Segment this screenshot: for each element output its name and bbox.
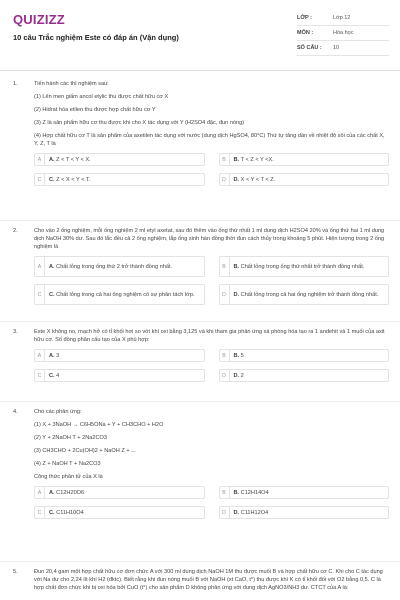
quizizz-logo: QUIZIZZ (13, 12, 65, 27)
question-divider (0, 561, 400, 562)
question-prompt: Cho các phản ứng: (34, 409, 82, 415)
answer-options (34, 486, 389, 519)
option-a[interactable]: A A. Z < T < Y < X. (34, 153, 205, 166)
answer-options (34, 153, 389, 186)
statement-3: (3) Z là sản phẩm hữu cơ thu được khi cho X tác dụng với Y (H2SO4 đặc, đun nóng) (34, 120, 245, 126)
option-c[interactable]: C C. Z < X < Y < T. (34, 173, 205, 186)
question-prompt: Tiến hành các thí nghiệm sau: (34, 81, 109, 87)
meta-row-subject (297, 26, 389, 41)
question-number: 1. (13, 81, 18, 87)
question-number: 2. (13, 228, 18, 234)
question-divider (0, 401, 400, 402)
meta-label: MÔN : (297, 30, 314, 36)
meta-label: LỚP : (297, 15, 312, 21)
question-body (34, 227, 389, 305)
answer-options (34, 256, 389, 305)
reaction-1: (1) X + 3NaOH → C6H5ONa + Y + CH3CHO + H2O (34, 422, 164, 428)
option-a[interactable]: A A. 3 (34, 349, 205, 362)
option-c[interactable]: C C. 4 (34, 369, 205, 382)
option-b[interactable]: B B. T < Z < Y <X. (219, 153, 390, 166)
statement-4: (4) Hợp chất hữu cơ T là sản phẩm của axetilen tác dụng với nước (dung dịch HgSO4, 80°C) Thứ tự tăng dần về nhiệt độ sôi của các chất X, Y, Z, T là (34, 133, 385, 147)
meta-row-class (297, 11, 389, 26)
question-body (34, 408, 389, 519)
option-d[interactable]: D D. 2 (219, 369, 390, 382)
answer-options (34, 349, 389, 382)
page-title: 10 câu Trắc nghiệm Este có đáp án (Vận dụng) (13, 33, 179, 42)
reaction-2: (2) Y + 2NaOH T + 2Na2CO3 (34, 435, 107, 441)
question-divider (0, 321, 400, 322)
option-a[interactable]: A A. C12H20O6 (34, 486, 205, 499)
question-number: 4. (13, 409, 18, 415)
question-prompt: Cho vào 2 ống nghiệm, mỗi ống nghiệm 2 ml etyl axetat, sau đó thêm vào ống thứ nhất 1 ml dung dịch H2SO4 20% và ống thứ hai 1 ml dung dịch NaOH 30% dư. Sau đó lắc đều cả 2 ống nghiệm, lắp ống sinh hàn đồng thời đun cách thủy trong khoảng 5 phút. Hiện tượng trong 2 ống nghiệm là (34, 228, 385, 250)
question-body (34, 568, 389, 597)
option-d[interactable]: D D. X < Y < T < Z. (219, 173, 390, 186)
reaction-4: (4) Z + NaOH T + Na2CO3 (34, 461, 101, 467)
option-a[interactable]: A A. Chất lỏng trong ống thứ 2 trở thành đồng nhất. (34, 256, 205, 277)
question-number: 5. (13, 569, 18, 575)
reaction-3: (3) CH3CHO + 2Cu(OH)2 + NaOH Z + ... (34, 448, 136, 454)
question-body (34, 328, 389, 382)
option-d[interactable]: D D. C11H12O4 (219, 506, 390, 519)
meta-label: SỐ CÂU : (297, 45, 322, 51)
statement-1: (1) Lên men giấm ancol etylic thu được chất hữu cơ X (34, 94, 169, 100)
option-d[interactable]: D D. Chất lỏng trong cả hai ống nghiệm trở thành đồng nhất. (219, 284, 390, 305)
option-b[interactable]: B B. 5 (219, 349, 390, 362)
option-c[interactable]: C C. Chất lỏng trong cả hai ống nghiệm có sự phân tách lớp. (34, 284, 205, 305)
meta-value: Hóa học (333, 30, 354, 36)
question-prompt: Este X không no, mạch hở có tỉ khối hơi so với khí oxi bằng 3,125 và khi tham gia phản ứng xà phòng hóa tạo ra 1 andehit và 1 muối của axit hữu cơ. Số đồng phân cấu tạo của X phù hợp: (34, 329, 385, 343)
option-b[interactable]: B B. C12H14O4 (219, 486, 390, 499)
meta-value: 10 (333, 45, 340, 51)
meta-row-count (297, 41, 389, 56)
header-divider (0, 70, 400, 71)
question-prompt: Đun 20,4 gam một hợp chất hữu cơ đơn chức A với 300 ml dung dịch NaOH 1M thu được muối B và hợp chất hữu cơ C. Khi cho C tác dụng với Na dư cho 2,24 lít khí H2 (đktc). Biết rằng khi đun nóng muối B với NaOH (xt CaO, t°) thu được khí K có tỉ khối đối với O2 bằng 0,5. C là hợp chất đơn chức khi bị oxi hóa bởi CuO (t°) cho sản phẩm D không phản ứng với dung dịch AgNO3/NH3 dư. CTCT của A là: (34, 569, 383, 591)
statement-2: (2) Hidrat hóa etilen thu được hợp chất hữu cơ Y (34, 107, 156, 113)
question-divider (0, 220, 400, 221)
formula-prompt: Công thức phân tử của X là (34, 474, 103, 480)
option-c[interactable]: C C. C11H10O4 (34, 506, 205, 519)
meta-value: Lớp 12 (333, 15, 351, 21)
question-body (34, 80, 389, 186)
meta-table (297, 11, 389, 56)
question-number: 3. (13, 329, 18, 335)
option-b[interactable]: B B. Chất lỏng trong ống thứ nhất trở thành đồng nhất. (219, 256, 390, 277)
